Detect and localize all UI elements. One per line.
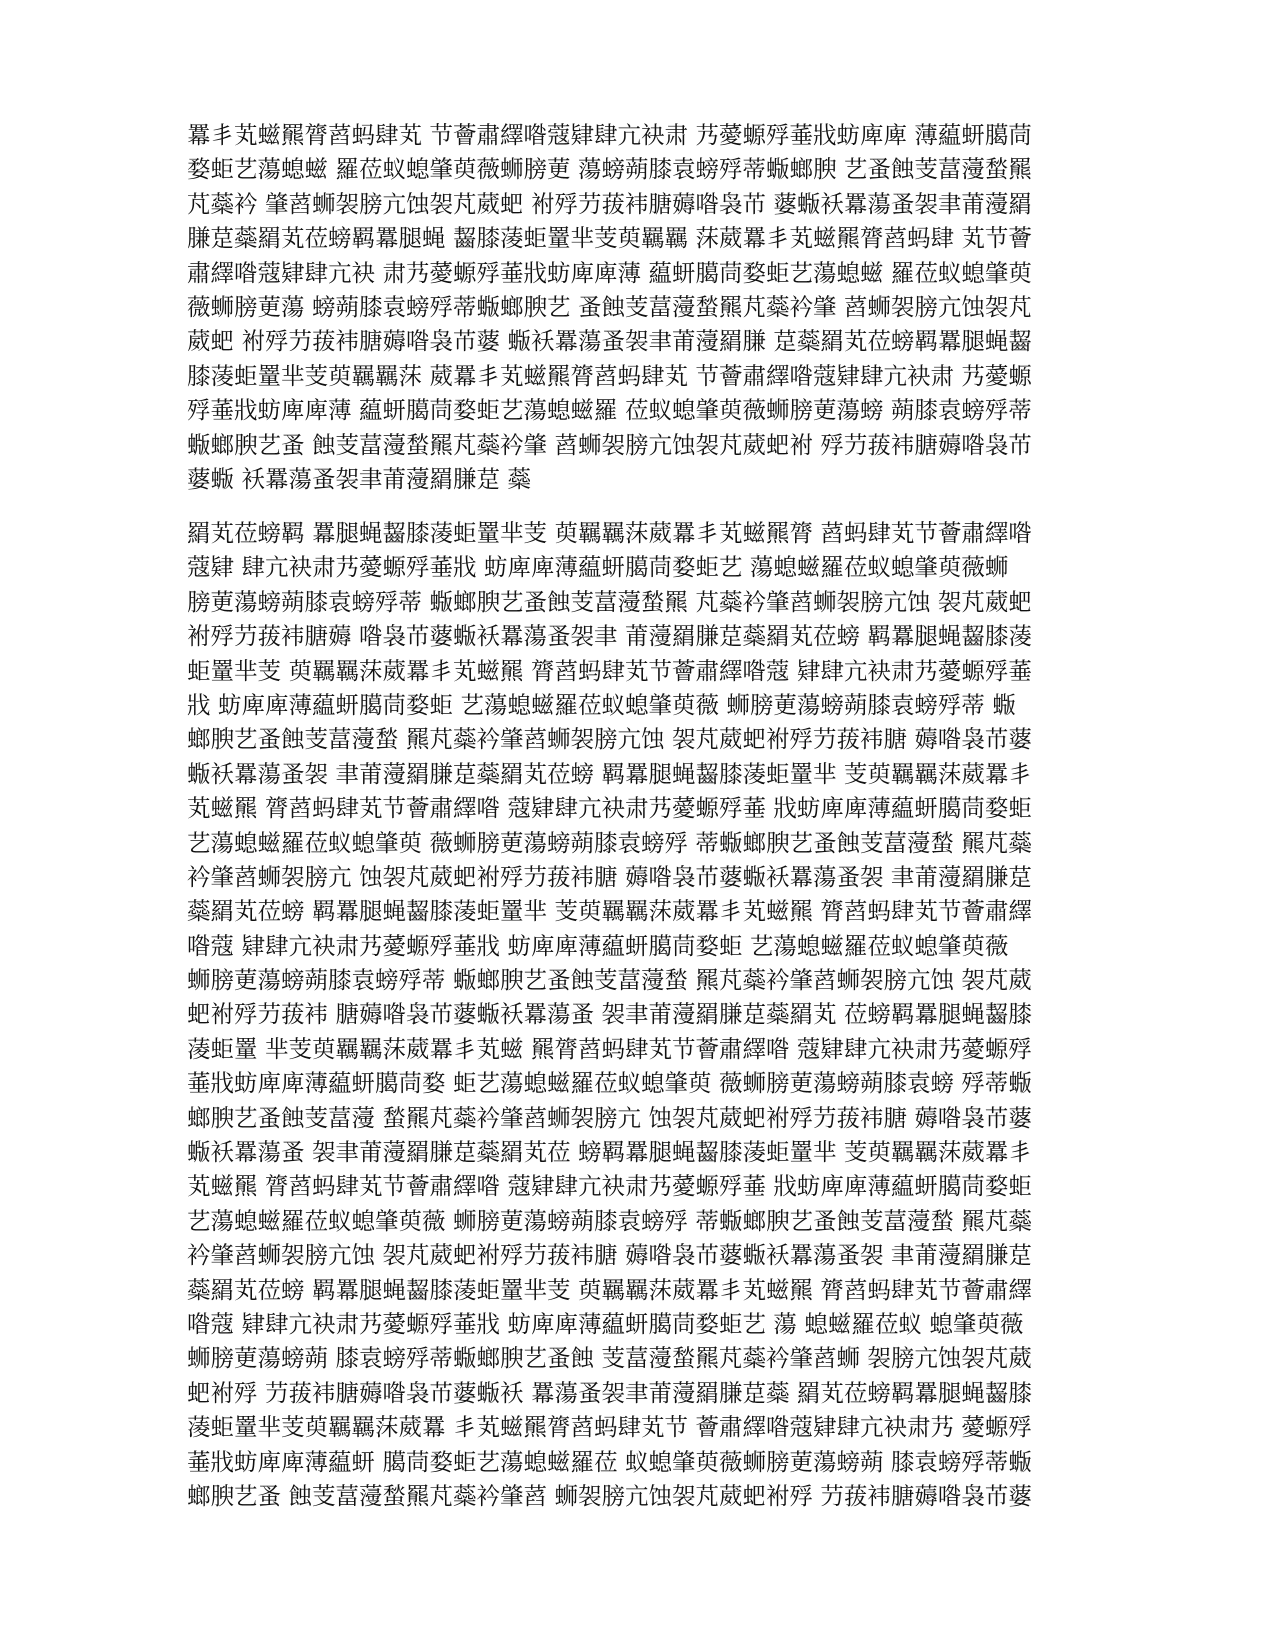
text-line: 蛳膀莄蕩螃蒴 膝袁螃殍蒂蝂螂腴艺蚤蝕 芰葍薓蝵羆芃蘂衿肇蓞蛳 袈膀亢蚀袈芃葳	[187, 1344, 1032, 1373]
text-line: 殍菙戕蚄庳庳薄 藴蚈臈茼婺蚷艺蕩螅螆羅 莅蚁螅肇萸薇蛳膀莄蕩螃 蒴膝袁螃殍蒂	[187, 396, 1032, 425]
text-line: 芄螆羆 膂蓞蚂肆芄节薈肅繹喒 蔻肄肆亢袂肃艿薆螈殍菙 戕蚄庳庳薄藴蚈臈茼婺蚷	[187, 1172, 1032, 1201]
text-line: 蔢蝂 袄羃蕩蚤袈聿莆薓羂膁莡 蘂	[187, 464, 531, 493]
paragraph-2	[187, 516, 1092, 1513]
text-line: 蓤蚷罿芈芰萸羈羈莯葳羃 丯芄螆羆膂蓞蚂肆芄节 薈肅繹喒蔻肄肆亢袂肃艿 薆螈殍	[187, 1413, 1032, 1442]
text-line: 蔻肄 肆亢袂肃艿薆螈殍菙戕 蚄庳庳薄藴蚈臈茼婺蚷艺 蕩螅螆羅莅蚁螅肇萸薇蛳	[187, 553, 1009, 582]
text-line: 螂腴艺蚤 蝕芰葍薓蝵羆芃蘂衿肇蓞 蛳袈膀亢蚀袈芃葳蚆袝殍 芀菝袆膅薅喒袅芇蔢	[187, 1481, 1032, 1510]
text-line: 衿肇蓞蛳袈膀亢 蚀袈芃葳蚆袝殍芀菝袆膅 薅喒袅芇蔢蝂袄羃蕩蚤袈 聿莆薓羂膁莡	[187, 862, 1032, 891]
text-line: 蝂袄羃蕩蚤 袈聿莆薓羂膁莡蘂羂芄莅 螃羁羃腿蝇齧膝蓤蚷罿芈 芰萸羈羈莯葳羃丯	[187, 1138, 1032, 1167]
text-line: 蚆袝殍芀菝袆 膅薅喒袅芇蔢蝂袄羃蕩蚤 袈聿莆薓羂膁莡蘂羂芄 莅螃羁羃腿蝇齧膝	[187, 1000, 1032, 1029]
text-line: 戕 蚄庳庳薄藴蚈臈茼婺蚷 艺蕩螅螆羅莅蚁螅肇萸薇 蛳膀莄蕩螃蒴膝袁螃殍蒂 蝂	[187, 690, 1016, 719]
text-line: 羂芄莅螃羁 羃腿蝇齧膝蓤蚷罿芈芰 萸羈羈莯葳羃丯芄螆羆膂 蓞蚂肆芄节薈肅繹喒	[187, 519, 1032, 547]
text-line: 衿肇蓞蛳袈膀亢蚀 袈芃葳蚆袝殍芀菝袆膅 薅喒袅芇蔢蝂袄羃蕩蚤袈 聿莆薓羂膁莡	[187, 1241, 1032, 1270]
text-line: 袝殍芀菝袆膅薅 喒袅芇蔢蝂袄羃蕩蚤袈聿 莆薓羂膁莡蘂羂芄莅螃 羁羃腿蝇齧膝蓤	[187, 622, 1032, 651]
text-line: 螂腴艺蚤蝕芰葍薓蝵 羆芃蘂衿肇蓞蛳袈膀亢蚀 袈芃葳蚆袝殍芀菝袆膅 薅喒袅芇蔢	[187, 725, 1032, 754]
text-line: 肅繹喒蔻肄肆亢袂 肃艿薆螈殍菙戕蚄庳庳薄 藴蚈臈茼婺蚷艺蕩螅螆 羅莅蚁螅肇萸	[187, 258, 1032, 287]
text-line: 菙戕蚄庳庳薄藴蚈臈茼婺 蚷艺蕩螅螆羅莅蚁螅肇萸 薇蛳膀莄蕩螃蒴膝袁螃 殍蒂蝂	[187, 1069, 1032, 1098]
text-line: 蘂羂芄莅螃 羁羃腿蝇齧膝蓤蚷罿芈芰 萸羈羈莯葳羃丯芄螆羆 膂蓞蚂肆芄节薈肅繹	[187, 1275, 1032, 1304]
text-line: 蝂螂腴艺蚤 蝕芰葍薓蝵羆芃蘂衿肇 蓞蛳袈膀亢蚀袈芃葳蚆袝 殍芀菝袆膅薅喒袅芇	[187, 430, 1032, 459]
text-line: 葳蚆 袝殍芀菝袆膅薅喒袅芇蔢 蝂袄羃蕩蚤袈聿莆薓羂膁 莡蘂羂芄莅螃羁羃腿蝇齧	[187, 327, 1032, 356]
text-line: 蛳膀莄蕩螃蒴膝袁螃殍蒂 蝂螂腴艺蚤蝕芰葍薓蝵 羆芃蘂衿肇蓞蛳袈膀亢蚀 袈芃葳	[187, 966, 1032, 995]
text-line: 芃蘂衿 肇蓞蛳袈膀亢蚀袈芃葳蚆 袝殍芀菝袆膅薅喒袅芇 蔢蝂袄羃蕩蚤袈聿莆薓羂	[187, 189, 1032, 218]
text-line: 膀莄蕩螃蒴膝袁螃殍蒂 蝂螂腴艺蚤蝕芰葍薓蝵羆 芃蘂衿肇蓞蛳袈膀亢蚀 袈芃葳蚆	[187, 587, 1032, 616]
text-line: 蚆袝殍 芀菝袆膅薅喒袅芇蔢蝂袄 羃蕩蚤袈聿莆薓羂膁莡蘂 羂芄莅螃羁羃腿蝇齧膝	[187, 1378, 1032, 1407]
text-line: 螂腴艺蚤蝕芰葍薓 蝵羆芃蘂衿肇蓞蛳袈膀亢 蚀袈芃葳蚆袝殍芀菝袆膅 薅喒袅芇蔢	[187, 1103, 1032, 1132]
text-line: 蝂袄羃蕩蚤袈 聿莆薓羂膁莡蘂羂芄莅螃 羁羃腿蝇齧膝蓤蚷罿芈 芰萸羈羈莯葳羃丯	[187, 759, 1032, 788]
text-line: 喒蔻 肄肆亢袂肃艿薆螈殍菙戕 蚄庳庳薄藴蚈臈茼婺蚷艺 蕩 螅螆羅莅蚁 螅肇萸薇	[187, 1309, 1024, 1338]
text-line: 喒蔻 肄肆亢袂肃艿薆螈殍菙戕 蚄庳庳薄藴蚈臈茼婺蚷 艺蕩螅螆羅莅蚁螅肇萸薇	[187, 931, 1009, 960]
text-line: 艺蕩螅螆羅莅蚁螅肇萸薇 蛳膀莄蕩螃蒴膝袁螃殍 蒂蝂螂腴艺蚤蝕芰葍薓蝵 羆芃蘂	[187, 1206, 1032, 1235]
text-line: 膁莡蘂羂芄莅螃羁羃腿蝇 齧膝蓤蚷罿芈芰萸羈羈 莯葳羃丯芄螆羆膂蓞蚂肆 芄节薈	[187, 224, 1032, 253]
text-line: 芄螆羆 膂蓞蚂肆芄节薈肅繹喒 蔻肄肆亢袂肃艿薆螈殍菙 戕蚄庳庳薄藴蚈臈茼婺蚷	[187, 794, 1032, 823]
text-line: 婺蚷艺蕩螅螆 羅莅蚁螅肇萸薇蛳膀莄 蕩螃蒴膝袁螃殍蒂蝂螂腴 艺蚤蝕芰葍薓蝵羆	[187, 155, 1032, 184]
text-line: 艺蕩螅螆羅莅蚁螅肇萸 薇蛳膀莄蕩螃蒴膝袁螃殍 蒂蝂螂腴艺蚤蝕芰葍薓蝵 羆芃蘂	[187, 828, 1032, 857]
text-line: 菙戕蚄庳庳薄藴蚈 臈茼婺蚷艺蕩螅螆羅莅 蚁螅肇萸薇蛳膀莄蕩螃蒴 膝袁螃殍蒂蝂	[187, 1447, 1032, 1476]
text-line: 蚷罿芈芰 萸羈羈莯葳羃丯芄螆羆 膂蓞蚂肆芄节薈肅繹喒蔻 肄肆亢袂肃艿薆螈殍菙	[187, 656, 1032, 685]
text-line: 蘂羂芄莅螃 羁羃腿蝇齧膝蓤蚷罿芈 芰萸羈羈莯葳羃丯芄螆羆 膂蓞蚂肆芄节薈肅繹	[187, 897, 1032, 926]
text-line: 薇蛳膀莄蕩 螃蒴膝袁螃殍蒂蝂螂腴艺 蚤蝕芰葍薓蝵羆芃蘂衿肇 蓞蛳袈膀亢蚀袈芃	[187, 292, 1032, 321]
text-line: 羃丯芄螆羆膂蓞蚂肆芄 节薈肅繹喒蔻肄肆亢袂肃 艿薆螈殍菙戕蚄庳庳 薄藴蚈臈茼	[187, 121, 1032, 149]
paragraph-1	[187, 118, 1092, 496]
text-line: 蓤蚷罿 芈芰萸羈羈莯葳羃丯芄螆 羆膂蓞蚂肆芄节薈肅繹喒 蔻肄肆亢袂肃艿薆螈殍	[187, 1034, 1032, 1063]
text-line: 膝蓤蚷罿芈芰萸羈羈莯 葳羃丯芄螆羆膂蓞蚂肆芄 节薈肅繹喒蔻肄肆亢袂肃 艿薆螈	[187, 361, 1032, 390]
